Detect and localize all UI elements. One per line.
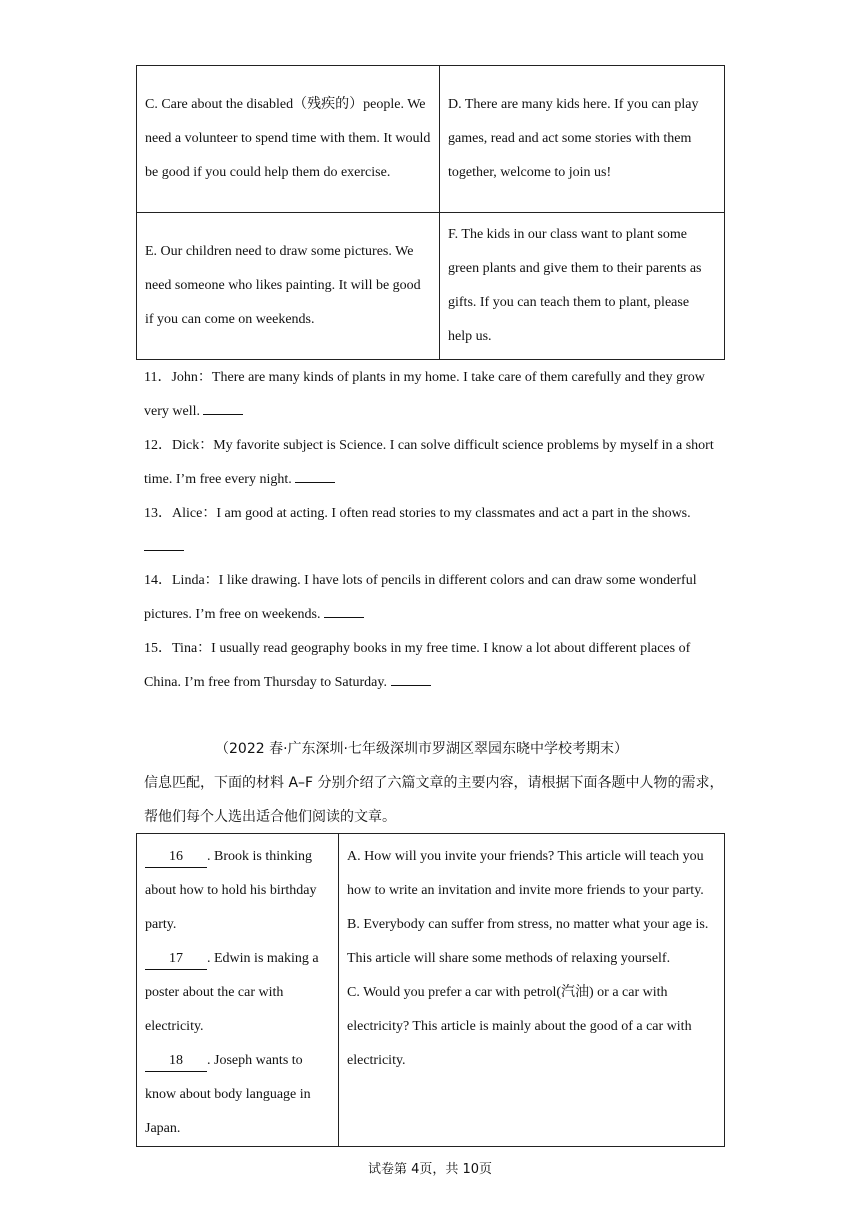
- question-13: [144, 497, 724, 565]
- person-text: . Brook is thinking about how to hold his birthday party.: [145, 849, 317, 932]
- question-source: （2022 春·广东深圳·七年级深圳市罗湖区翠园东晓中学校考期末）: [215, 741, 628, 757]
- article-a: A. How will you invite your friends? This article will teach you how to write an invitation and invite more friends to your party.: [347, 849, 704, 898]
- person-text: . Joseph wants to know about body language in Japan.: [145, 1053, 311, 1136]
- answer-blank[interactable]: [324, 603, 364, 618]
- question-15: [144, 632, 724, 700]
- question-text: 11．John：There are many kinds of plants in my home. I take care of them carefully and they grow very well.: [144, 370, 705, 419]
- people-column: [137, 834, 339, 1147]
- question-text: 12．Dick：My favorite subject is Science. I can solve difficult science problems by myself in a short time. I’m free every night.: [144, 438, 714, 487]
- answer-number-16[interactable]: 16: [145, 847, 207, 868]
- answer-blank[interactable]: [144, 536, 184, 551]
- person-item: [145, 942, 330, 1044]
- answer-number-18[interactable]: 18: [145, 1051, 207, 1072]
- question-11: [144, 361, 724, 429]
- question-text: 14．Linda：I like drawing. I have lots of pencils in different colors and can draw some wonderful pictures. I’m free on weekends.: [144, 573, 697, 622]
- question-14: [144, 564, 724, 632]
- matching-table: [136, 833, 725, 1147]
- person-item: [145, 840, 330, 942]
- option-e: E. Our children need to draw some pictures. We need someone who likes painting. It will be good if you can come on weekends.: [137, 213, 440, 360]
- article-b: B. Everybody can suffer from stress, no matter what your age is. This article will share some methods of relaxing yourself.: [347, 917, 709, 966]
- answer-blank[interactable]: [295, 468, 335, 483]
- section-instruction: 信息匹配，下面的材料 A–F 分别介绍了六篇文章的主要内容，请根据下面各题中人物的需求，帮他们每个人选出适合他们阅读的文章。: [144, 775, 724, 825]
- person-item: [145, 1044, 330, 1146]
- question-12: [144, 429, 724, 497]
- answer-blank[interactable]: [391, 671, 431, 686]
- answer-number-17[interactable]: 17: [145, 949, 207, 970]
- options-table-c-f: [136, 65, 725, 360]
- question-text: 15．Tina：I usually read geography books in my free time. I know a lot about different places of China. I’m free from Thursday to Saturday.: [144, 641, 691, 690]
- article-c: C. Would you prefer a car with petrol(汽油) or a car with electricity? This article is mainly about the good of a car with electricity.: [347, 985, 692, 1068]
- answer-blank[interactable]: [203, 400, 243, 415]
- option-c: C. Care about the disabled（残疾的）people. We need a volunteer to spend time with them. It would be good if you could help them do exercise.: [137, 66, 440, 213]
- option-f: F. The kids in our class want to plant some green plants and give them to their parents as gifts. If you can teach them to plant, please help us.: [440, 213, 725, 360]
- question-text: 13．Alice：I am good at acting. I often read stories to my classmates and act a part in the shows.: [144, 506, 691, 521]
- option-d: D. There are many kids here. If you can play games, read and act some stories with them together, welcome to join us!: [440, 66, 725, 213]
- articles-column: [339, 834, 725, 1147]
- person-text: . Edwin is making a poster about the car with electricity.: [145, 951, 319, 1034]
- page-footer: 试卷第 4页，共 10页: [367, 1162, 493, 1177]
